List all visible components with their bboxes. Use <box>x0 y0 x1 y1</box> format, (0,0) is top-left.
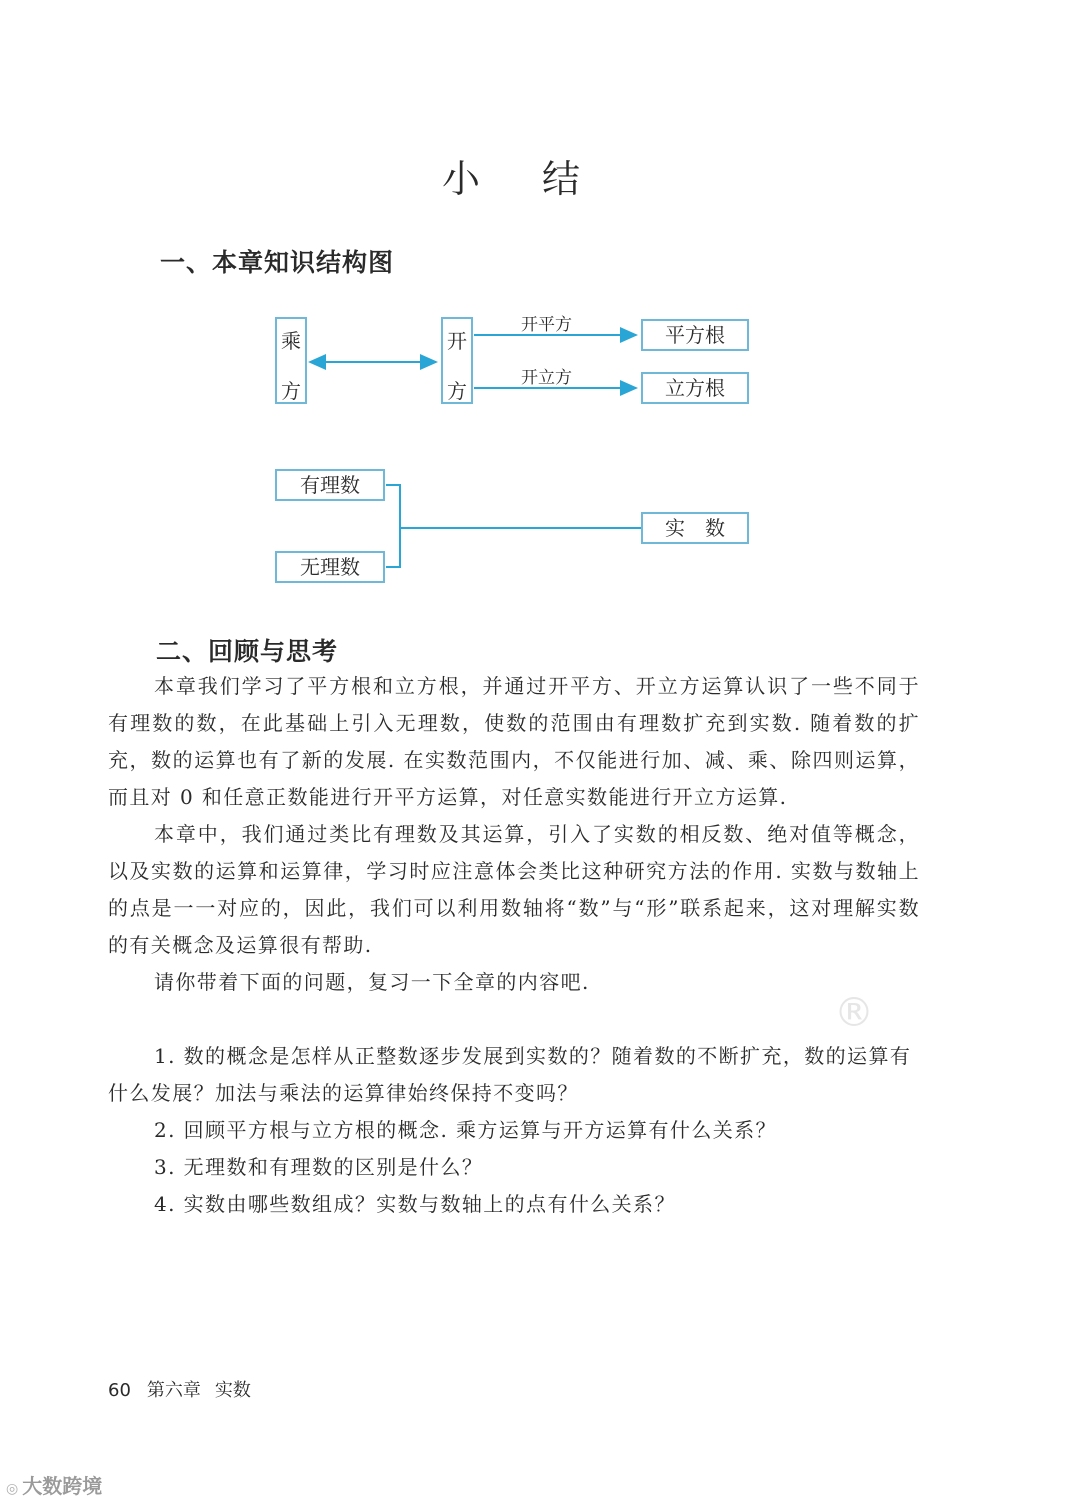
box-cube-root: 立方根 <box>641 372 749 404</box>
section-heading-structure: 一、本章知识结构图 <box>160 248 395 277</box>
box-power-char-1: 乘 <box>281 329 301 353</box>
brand-name: 大数跨境 <box>22 1474 103 1498</box>
section-heading-review: 二、回顾与思考 <box>156 637 339 666</box>
box-real: 实 数 <box>641 512 749 544</box>
brand-watermark <box>6 1470 102 1499</box>
question-list <box>108 1038 920 1223</box>
box-square-root: 平方根 <box>641 319 749 351</box>
box-root-extraction <box>441 317 473 404</box>
registered-mark: ® <box>834 990 874 1036</box>
box-root-char-1: 开 <box>447 329 467 353</box>
title-char-1: 小 <box>441 157 482 201</box>
paragraph-1: 本章我们学习了平方根和立方根，并通过开平方、开立方运算认识了一些不同于有理数的数，在此基础上引入无理数，使数的范围由有理数扩充到实数. 随着数的扩充，数的运算也有了新的发展. 在实数范围内，不仅能进行加、减、乘、除四则运算，而且对 0 和任意正数能进行开平方运算，对任意实数能进行开立方运算. <box>108 674 920 809</box>
box-power <box>275 317 307 404</box>
box-rational: 有理数 <box>275 469 385 501</box>
review-text <box>108 668 920 1001</box>
page-footer <box>108 1376 265 1402</box>
paragraph-3: 请你带着下面的问题，复习一下全章的内容吧. <box>154 970 590 994</box>
question-3: 3. 无理数和有理数的区别是什么？ <box>154 1155 484 1179</box>
title-char-2: 结 <box>542 157 583 201</box>
label-square-root-op: 开平方 <box>521 315 572 335</box>
bracket-connector <box>386 485 400 567</box>
question-4: 4. 实数由哪些数组成？实数与数轴上的点有什么关系？ <box>154 1192 676 1216</box>
brand-logo-icon: ◎ <box>6 1481 19 1497</box>
footer-chapter-title: 实数 <box>214 1380 251 1401</box>
box-root-char-2: 方 <box>447 379 467 403</box>
question-1: 1. 数的概念是怎样从正整数逐步发展到实数的？随着数的不断扩充，数的运算有什么发展？加法与乘法的运算律始终保持不变吗？ <box>108 1044 912 1105</box>
box-irrational: 无理数 <box>275 551 385 583</box>
paragraph-2: 本章中，我们通过类比有理数及其运算，引入了实数的相反数、绝对值等概念，以及实数的运算和运算律，学习时应注意体会类比这种研究方法的作用. 实数与数轴上的点是一一对应的，因此，我们可以利用数轴将“数”与“形”联系起来，这对理解实数的有关概念及运算很有帮助. <box>108 822 920 957</box>
page-number: 60 <box>108 1380 131 1401</box>
footer-chapter: 第六章 <box>146 1380 201 1401</box>
question-2: 2. 回顾平方根与立方根的概念. 乘方运算与开方运算有什么关系？ <box>154 1118 777 1142</box>
label-cube-root-op: 开立方 <box>521 368 572 388</box>
box-power-char-2: 方 <box>281 379 301 403</box>
